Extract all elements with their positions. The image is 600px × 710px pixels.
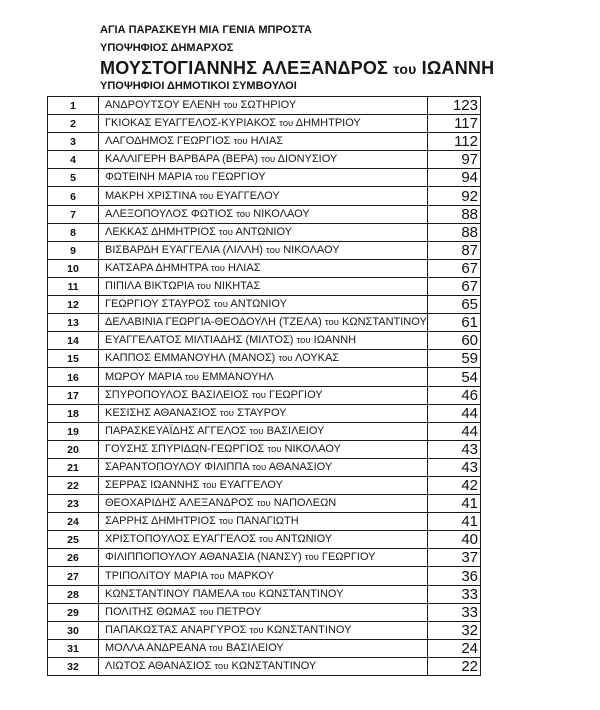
candidate-name-cell [99,223,428,241]
rank-cell: 1 [48,97,99,115]
candidate-name: ΣΠΥΡΟΠΟΥΛΟΣ ΒΑΣΙΛΕΙΟΣ [105,388,249,401]
rank-cell: 10 [48,259,99,277]
candidate-name-cell [99,277,428,295]
candidate-name-cell [99,314,428,332]
rank-cell: 25 [48,531,99,549]
candidate-name: ΚΩΝΣΤΑΝΤΙΝΟΥ ΠΑΜΕΛΑ [105,587,239,600]
table-row [48,458,481,476]
votes-cell: 22 [428,657,481,675]
candidate-name: ΓΕΩΡΓΙΟΥ ΣΤΑΥΡΟΣ [105,298,211,311]
candidate-name-cell [99,621,428,639]
rank-cell: 6 [48,187,99,205]
father-name: ΔΙΟΝΥΣΙΟΥ [277,153,338,166]
father-name: ΚΩΝΣΤΑΝΤΙΝΟΥ [231,660,317,672]
father-name: ΣΩΤΗΡΙΟΥ [240,99,297,112]
father-name: ΕΜΜΑΝΟΥΗΛ [201,370,274,383]
tou-label: του [249,425,264,437]
candidate-name: ΣΑΡΡΗΣ ΔΗΜΗΤΡΙΟΣ [105,515,216,528]
table-row [48,259,481,277]
votes-cell: 94 [428,169,481,187]
candidate-name: ΚΑΤΣΑΡΑ ΔΗΜΗΤΡΑ [105,261,208,274]
tou-label: του [266,244,281,256]
votes-cell: 123 [428,97,481,115]
father-name: ΒΑΣΙΛΕΙΟΥ [266,424,325,437]
father-name: ΓΕΩΡΓΙΟΥ [211,171,266,184]
tou-label: του [251,389,266,401]
father-name: ΚΩΝΣΤΑΝΤΙΝΟΥ [342,316,427,329]
tou-label: του [218,516,234,528]
votes-cell: 24 [428,639,481,657]
candidate-name: ΕΥΑΓΓΕΛΑΤΟΣ ΜΙΛΤΙΑΔΗΣ (ΜΙΛΤΟΣ) [105,334,294,347]
candidate-name-cell [99,169,428,187]
father-name: ΝΙΚΟΛΑΟΥ [284,442,341,455]
candidate-name: ΠΑΡΑΣΚΕΥΑΪΔΗΣ ΑΓΓΕΛΟΣ [105,424,247,437]
father-name: ΛΟΥΚΑΣ [294,352,340,365]
father-name: ΑΘΑΝΑΣΙΟΥ [268,460,333,473]
candidate-name-cell [99,115,428,133]
candidate-name: ΚΑΛΛΙΓΕΡΗ ΒΑΡΒΑΡΑ (ΒΕΡΑ) [105,153,259,166]
rank-cell: 9 [48,241,99,259]
votes-cell: 44 [428,404,481,422]
votes-cell: 43 [428,440,481,458]
rank-cell: 4 [48,151,99,169]
candidate-name-cell [99,350,428,368]
candidate-name: ΠΙΠΙΛΑ ΒΙΚΤΩΡΙΑ [105,280,194,293]
father-name: ΕΥΑΓΓΕΛΟΥ [219,479,283,492]
candidate-name: ΒΙΣΒΑΡΔΗ ΕΥΑΓΓΕΛΙΑ (ΛΙΛΛΗ) [105,243,263,256]
votes-cell: 112 [428,133,481,151]
table-row [48,495,481,513]
tou-label: του [236,208,251,220]
votes-cell: 61 [428,314,481,332]
candidate-name-cell [99,97,428,115]
votes-cell: 87 [428,241,481,259]
table-row [48,386,481,404]
table-row [48,97,481,115]
tou-label: του [249,624,264,636]
candidate-name: ΚΑΠΠΟΣ ΕΜΜΑΝΟΥΗΛ (ΜΑΝΟΣ) [105,352,276,365]
tou-label: του [213,299,228,311]
table-row [48,549,481,567]
tou-label: του [196,281,211,293]
tou-label: του [184,371,199,383]
table-row [48,241,481,259]
table-row [48,657,481,675]
table-row [48,368,481,386]
tou-label: του [261,154,276,166]
candidate-name: ΛΙΩΤΟΣ ΑΘΑΝΑΣΙΟΣ [105,660,212,672]
table-row [48,621,481,639]
candidate-name-cell [99,259,428,277]
candidate-name-cell [99,151,428,169]
rank-cell: 7 [48,205,99,223]
father-name: ΠΑΝΑΓΙΩΤΗ [236,515,299,528]
votes-cell: 97 [428,151,481,169]
father-name: ΜΑΡΚΟΥ [227,569,274,582]
candidate-name-cell [99,332,428,350]
candidate-name: ΠΑΠΑΚΩΣΤΑΣ ΑΝΑΡΓΥΡΟΣ [105,623,247,636]
table-row [48,332,481,350]
tou-label: του [210,262,225,274]
tou-label: του [208,642,223,654]
candidate-name: ΜΩΡΟΥ ΜΑΡΙΑ [105,370,182,383]
candidate-name-cell [99,639,428,657]
candidate-name-cell [99,296,428,314]
father-name: ΗΛΙΑΣ [250,135,284,148]
table-row [48,440,481,458]
rank-cell: 23 [48,495,99,513]
votes-cell: 65 [428,296,481,314]
candidates-table-body [48,97,481,676]
father-name: ΣΤΑΥΡΟΥ [237,406,287,419]
candidate-name-cell [99,549,428,567]
candidate-name: ΦΩΤΕΙΝΗ ΜΑΡΙΑ [105,171,192,184]
father-name: ΝΙΚΟΛΑΟΥ [283,243,340,256]
councillors-label: ΥΠΟΨΗΦΙΟΙ ΔΗΜΟΤΙΚΟΙ ΣΥΜΒΟΥΛΟΙ [100,80,297,92]
candidate-name-cell [99,603,428,621]
candidate-name-cell [99,187,428,205]
table-row [48,133,481,151]
votes-cell: 46 [428,386,481,404]
tou-label: του [324,317,339,329]
candidate-name: ΓΚΙΟΚΑΣ ΕΥΑΓΓΕΛΟΣ-ΚΥΡΙΑΚΟΣ [105,117,277,130]
candidate-name-cell [99,657,428,675]
votes-cell: 32 [428,621,481,639]
tou-label: του [223,100,238,112]
rank-cell: 17 [48,386,99,404]
mayor-tou: του [393,61,417,77]
votes-cell: 67 [428,277,481,295]
rank-cell: 2 [48,115,99,133]
candidate-name-cell [99,476,428,494]
votes-cell: 41 [428,495,481,513]
tou-label: του [259,534,274,546]
votes-cell: 88 [428,223,481,241]
tou-label: του [218,226,233,238]
mayor-name: ΜΟΥΣΤΟΓΙΑΝΝΗΣ ΑΛΕΞΑΝΔΡΟΣ [100,58,389,78]
rank-cell: 19 [48,422,99,440]
candidates-table [47,96,481,676]
rank-cell: 3 [48,133,99,151]
rank-cell: 12 [48,296,99,314]
candidate-name-cell [99,241,428,259]
rank-cell: 32 [48,657,99,675]
rank-cell: 20 [48,440,99,458]
mayor-father: ΙΩΑΝΝΗ [421,58,495,78]
tou-label: του [278,353,293,365]
table-row [48,151,481,169]
table-row [48,567,481,585]
candidate-name: ΣΑΡΑΝΤΟΠΟΥΛΟΥ ΦΙΛΙΠΠΑ [105,460,250,473]
votes-cell: 33 [428,585,481,603]
tou-label: του [210,570,225,582]
table-row [48,603,481,621]
candidate-name: ΛΑΓΟΔΗΜΟΣ ΓΕΩΡΓΙΟΣ [105,135,231,148]
father-name: ΝΙΚΟΛΑΟΥ [253,207,310,220]
candidate-name-cell [99,458,428,476]
candidate-name-cell [99,422,428,440]
father-name: ΝΑΠΟΛΕΩΝ [273,497,337,510]
rank-cell: 18 [48,404,99,422]
table-row [48,350,481,368]
table-row [48,585,481,603]
tou-label: του [304,552,319,564]
father-name: ΙΩΑΝΝΗ [313,334,357,347]
votes-cell: 88 [428,205,481,223]
father-name: ΓΕΩΡΓΙΟΥ [269,388,323,401]
mayor-candidate [100,58,494,79]
votes-cell: 44 [428,422,481,440]
votes-cell: 43 [428,458,481,476]
votes-cell: 33 [428,603,481,621]
table-row [48,187,481,205]
father-name: ΑΝΤΩΝΙΟΥ [235,225,293,238]
table-row [48,476,481,494]
rank-cell: 11 [48,277,99,295]
rank-cell: 15 [48,350,99,368]
candidate-name: ΦΙΛΙΠΠΟΠΟΥΛΟΥ ΑΘΑΝΑΣΙΑ (ΝΑΝΣΥ) [105,551,302,564]
candidate-name-cell [99,205,428,223]
candidate-name: ΠΟΛΙΤΗΣ ΘΩΜΑΣ [105,605,197,618]
father-name: ΠΕΤΡΟΥ [216,605,262,618]
rank-cell: 26 [48,549,99,567]
rank-cell: 8 [48,223,99,241]
table-row [48,513,481,531]
rank-cell: 30 [48,621,99,639]
table-row [48,531,481,549]
candidate-name: ΑΝΔΡΟΥΤΣΟΥ ΕΛΕΝΗ [105,99,221,112]
candidate-name-cell [99,386,428,404]
tou-label: του [252,461,267,473]
candidate-name-cell [99,531,428,549]
father-name: ΑΝΤΩΝΙΟΥ [230,298,287,311]
rank-cell: 16 [48,368,99,386]
votes-cell: 117 [428,115,481,133]
candidate-name: ΘΕΟΧΑΡΙΔΗΣ ΑΛΕΞΑΝΔΡΟΣ [105,497,254,510]
tou-label: του [279,118,294,130]
father-name: ΓΕΩΡΓΙΟΥ [321,551,376,564]
table-row [48,115,481,133]
tou-label: του [256,498,271,510]
candidate-name: ΔΕΛΑΒΙΝΙΑ ΓΕΩΡΓΙΑ-ΘΕΟΔΟΥΛΗ (ΤΖΕΛΑ) [105,316,322,329]
tou-label: του [296,335,311,347]
tou-label: του [219,407,234,419]
father-name: ΚΩΝΣΤΑΝΤΙΝΟΥ [258,587,344,600]
rank-cell: 29 [48,603,99,621]
votes-cell: 67 [428,259,481,277]
rank-cell: 31 [48,639,99,657]
rank-cell: 27 [48,567,99,585]
tou-label: του [233,136,248,148]
candidate-name: ΑΛΕΞΟΠΟΥΛΟΣ ΦΩΤΙΟΣ [105,207,234,220]
votes-cell: 37 [428,549,481,567]
party-name: ΑΓΙΑ ΠΑΡΑΣΚΕΥΗ ΜΙΑ ΓΕΝΙΑ ΜΠΡΟΣΤΑ [100,24,312,36]
father-name: ΒΑΣΙΛΕΙΟΥ [225,641,284,654]
tou-label: του [202,480,217,492]
candidate-name-cell [99,404,428,422]
candidate-name: ΧΡΙΣΤΟΠΟΥΛΟΣ ΕΥΑΓΓΕΛΟΣ [105,533,256,546]
votes-cell: 92 [428,187,481,205]
candidate-name-cell [99,567,428,585]
table-row [48,277,481,295]
candidate-name-cell [99,495,428,513]
votes-cell: 54 [428,368,481,386]
tou-label: του [214,661,229,672]
rank-cell: 14 [48,332,99,350]
candidate-name: ΛΕΚΚΑΣ ΔΗΜΗΤΡΙΟΣ [105,225,216,238]
votes-cell: 41 [428,513,481,531]
table-row [48,422,481,440]
father-name: ΚΩΝΣΤΑΝΤΙΝΟΥ [266,623,352,636]
rank-cell: 21 [48,458,99,476]
father-name: ΔΗΜΗΤΡΙΟΥ [295,117,361,130]
votes-cell: 40 [428,531,481,549]
tou-label: του [199,190,214,202]
candidate-name: ΓΟΥΣΗΣ ΣΠΥΡΙΔΩΝ-ΓΕΩΡΓΙΟΣ [105,442,265,455]
candidate-name-cell [99,368,428,386]
candidate-name-cell [99,585,428,603]
votes-cell: 60 [428,332,481,350]
table-row [48,314,481,332]
rank-cell: 28 [48,585,99,603]
candidate-name: ΜΑΚΡΗ ΧΡΙΣΤΙΝΑ [105,189,197,202]
candidate-name: ΜΟΛΛΑ ΑΝΔΡΕΑΝΑ [105,641,206,654]
table-row [48,169,481,187]
tou-label: του [199,606,214,618]
votes-cell: 59 [428,350,481,368]
rank-cell: 13 [48,314,99,332]
candidate-name-cell [99,440,428,458]
father-name: ΑΝΤΩΝΙΟΥ [275,533,333,546]
table-row [48,639,481,657]
votes-cell: 36 [428,567,481,585]
candidate-name: ΣΕΡΡΑΣ ΙΩΑΝΝΗΣ [105,479,200,492]
rank-cell: 24 [48,513,99,531]
table-row [48,404,481,422]
table-row [48,205,481,223]
father-name: ΕΥΑΓΓΕΛΟΥ [216,189,280,202]
tou-label: του [241,588,256,600]
father-name: ΗΛΙΑΣ [228,261,261,274]
tou-label: του [194,172,209,184]
mayor-label: ΥΠΟΨΗΦΙΟΣ ΔΗΜΑΡΧΟΣ [100,42,234,54]
rank-cell: 22 [48,476,99,494]
candidate-name: ΚΕΣΙΣΗΣ ΑΘΑΝΑΣΙΟΣ [105,406,217,419]
tou-label: του [267,443,282,455]
rank-cell: 5 [48,169,99,187]
table-row [48,223,481,241]
table-row [48,296,481,314]
candidate-name: ΤΡΙΠΟΛΙΤΟΥ ΜΑΡΙΑ [105,569,208,582]
candidate-name-cell [99,133,428,151]
candidate-name-cell [99,513,428,531]
votes-cell: 42 [428,476,481,494]
father-name: ΝΙΚΗΤΑΣ [213,280,261,293]
